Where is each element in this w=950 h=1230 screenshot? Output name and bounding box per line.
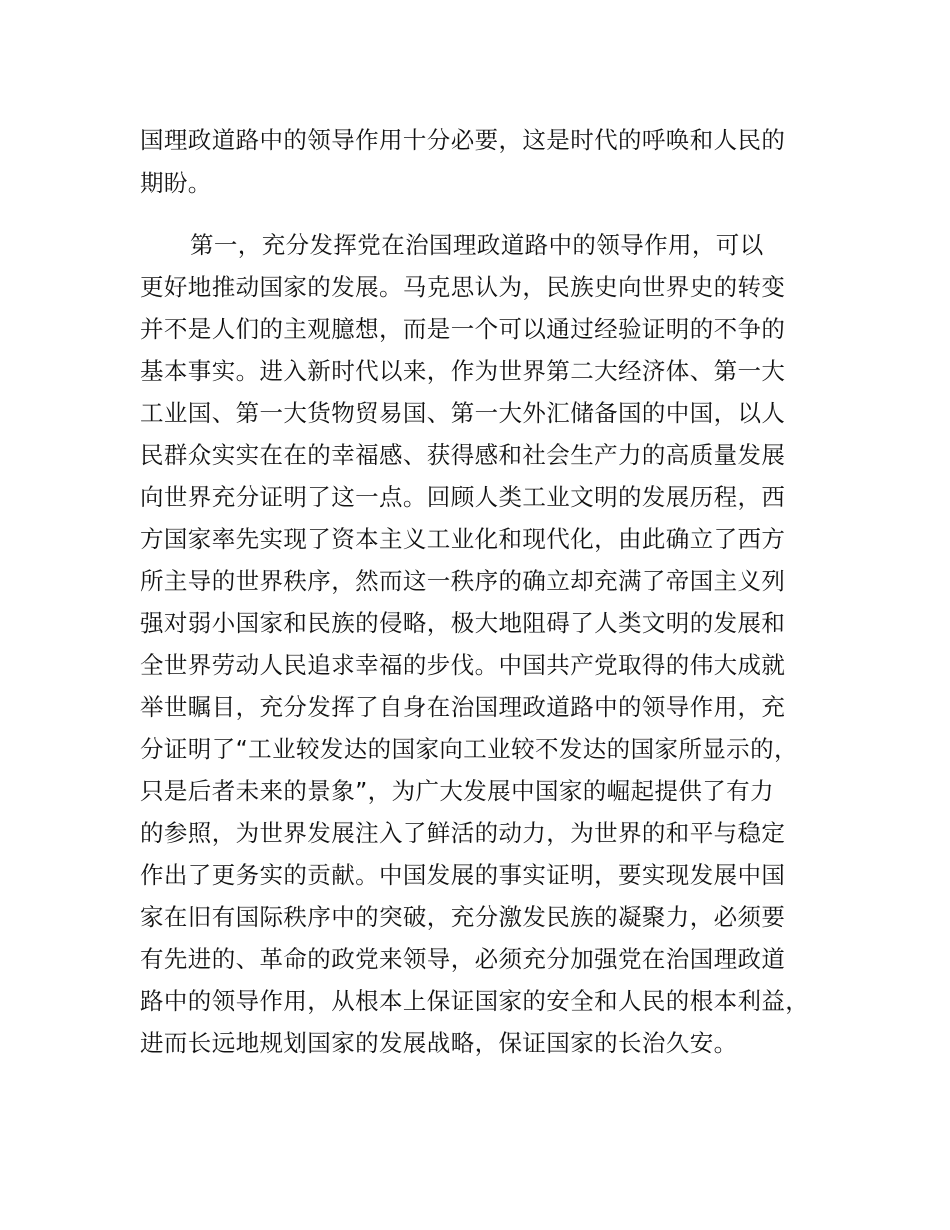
text-line: 期盼。 bbox=[140, 169, 212, 197]
text-line: 强对弱小国家和民族的侵略，极大地阻碍了人类文明的发展和 bbox=[140, 609, 786, 637]
text-line: 全世界劳动人民追求幸福的步伐。中国共产党取得的伟大成就 bbox=[140, 651, 786, 679]
text-line: 有先进的、革命的政党来领导，必须充分加强党在治国理政道 bbox=[140, 945, 786, 973]
text-line: 工业国、第一大货物贸易国、第一大外汇储备国的中国，以人 bbox=[140, 399, 786, 427]
text-line: 分证明了“工业较发达的国家向工业较不发达的国家所显示的， bbox=[140, 735, 798, 763]
text-line: 的参照，为世界发展注入了鲜活的动力，为世界的和平与稳定 bbox=[140, 819, 786, 847]
text-line: 家在旧有国际秩序中的突破，充分激发民族的凝聚力，必须要 bbox=[140, 903, 786, 931]
text-line: 民群众实实在在的幸福感、获得感和社会生产力的高质量发展 bbox=[140, 441, 786, 469]
text-line: 所主导的世界秩序，然而这一秩序的确立却充满了帝国主义列 bbox=[140, 567, 786, 595]
text-line: 国理政道路中的领导作用十分必要，这是时代的呼唤和人民的 bbox=[140, 126, 786, 154]
text-line: 方国家率先实现了资本主义工业化和现代化，由此确立了西方 bbox=[140, 525, 786, 553]
text-line: 只是后者未来的景象”，为广大发展中国家的崛起提供了有力 bbox=[140, 777, 774, 805]
text-line: 路中的领导作用，从根本上保证国家的安全和人民的根本利益， bbox=[140, 987, 810, 1015]
text-line: 并不是人们的主观臆想，而是一个可以通过经验证明的不争的 bbox=[140, 315, 786, 343]
text-line: 向世界充分证明了这一点。回顾人类工业文明的发展历程，西 bbox=[140, 483, 786, 511]
text-line: 举世瞩目，充分发挥了自身在治国理政道路中的领导作用，充 bbox=[140, 693, 786, 721]
text-line: 进而长远地规划国家的发展战略，保证国家的长治久安。 bbox=[140, 1029, 738, 1057]
text-line: 更好地推动国家的发展。马克思认为，民族史向世界史的转变 bbox=[140, 273, 786, 301]
text-line: 基本事实。进入新时代以来，作为世界第二大经济体、第一大 bbox=[140, 357, 786, 385]
text-line: 作出了更务实的贡献。中国发展的事实证明，要实现发展中国 bbox=[140, 861, 786, 889]
paragraph-first-line: 第一，充分发挥党在治国理政道路中的领导作用，可以 bbox=[190, 231, 764, 259]
